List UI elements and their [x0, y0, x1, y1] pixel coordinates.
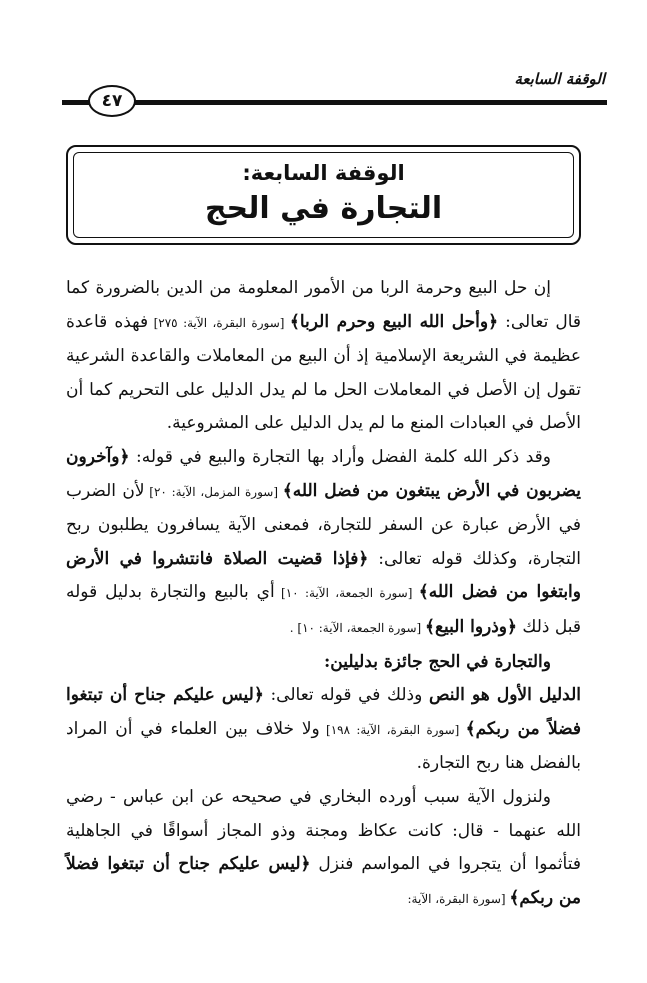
paragraph-5	[66, 781, 581, 916]
text-segment: لأن الضرب في الأرض عبارة عن السفر للتجارة، فمعنى الآية يسافرون يطلبون ربح التجارة، وكذلك قوله تعالى:	[66, 480, 581, 569]
citation: [سورة الجمعة، الآية: ١٠] .	[289, 620, 425, 635]
bold-text-segment: ﴿ليس عليكم جناح أن تبتغوا فضلاً من ربكم﴾	[66, 685, 582, 739]
text-segment: أي بالبيع والتجارة بدليل قوله قبل ذلك	[66, 582, 581, 637]
running-header: الوقفة السابعة	[514, 70, 605, 88]
bold-text-segment: ﴿وأحل الله البيع وحرم الربا﴾	[289, 311, 499, 332]
bold-text-segment: ﴿فإذا قضيت الصلاة فانتشروا في الأرض وابتغوا من فضل الله﴾	[66, 548, 581, 603]
paragraph-2	[66, 441, 581, 646]
text-segment: وقد ذكر الله كلمة الفضل وأراد بها التجارة والبيع في قوله:	[129, 446, 551, 467]
paragraph-4	[66, 679, 581, 781]
chapter-title-box	[66, 145, 581, 245]
paragraph-1	[66, 272, 581, 441]
citation: [سورة الجمعة، الآية: ١٠]	[274, 586, 419, 601]
bold-text-segment: ﴿وآخرون يضربون في الأرض يبتغون من فضل الله﴾	[66, 446, 581, 501]
citation: [سورة المزمل، الآية: ٢٠]	[144, 484, 283, 499]
citation: [سورة البقرة، الآية:	[407, 891, 510, 906]
bold-text-segment: الدليل الأول هو النص	[428, 685, 581, 706]
citation: [سورة البقرة، الآية: ١٩٨]	[319, 722, 466, 737]
text-segment: وذلك في قوله تعالى:	[263, 685, 429, 706]
chapter-title: التجارة في الحج	[204, 191, 443, 226]
citation: [سورة البقرة، الآية: ٢٧٥]	[148, 315, 290, 330]
text-segment: فهذه قاعدة عظيمة في الشريعة الإسلامية إذ أن البيع من المعاملات والقاعدة الشرعية تقول إن الأصل في المعاملات الحل ما لم يدل الدليل على التحريم كما أن الأصل في العبادات المنع ما لم يدل الدليل على المشروعية.	[66, 311, 581, 434]
text-segment: إن حل البيع وحرمة الربا من الأمور المعلومة من الدين بالضرورة كما قال تعالى:	[66, 278, 581, 332]
header-rule	[62, 100, 607, 105]
section-heading: والتجارة في الحج جائزة بدليلين:	[324, 651, 551, 672]
bold-text-segment: ﴿ليس عليكم جناح أن تبتغوا فضلاً من ربكم﴾	[66, 854, 581, 908]
bold-text-segment: ﴿وذروا البيع﴾	[425, 616, 517, 637]
body-text	[66, 272, 581, 916]
page-number: ٤٧	[88, 85, 136, 117]
text-segment: ولا خلاف بين العلماء في أن المراد بالفضل هنا ربح التجارة.	[66, 718, 581, 774]
text-segment: ولنزول الآية سبب أورده البخاري في صحيحه عن ابن عباس - رضي الله عنهما - قال: كانت عكاظ ومجنة وذو المجاز أسواقًا في الجاهلية فتأثموا أن يتجروا في المواسم فنزل	[66, 786, 581, 875]
chapter-label: الوقفة السابعة:	[242, 161, 405, 185]
